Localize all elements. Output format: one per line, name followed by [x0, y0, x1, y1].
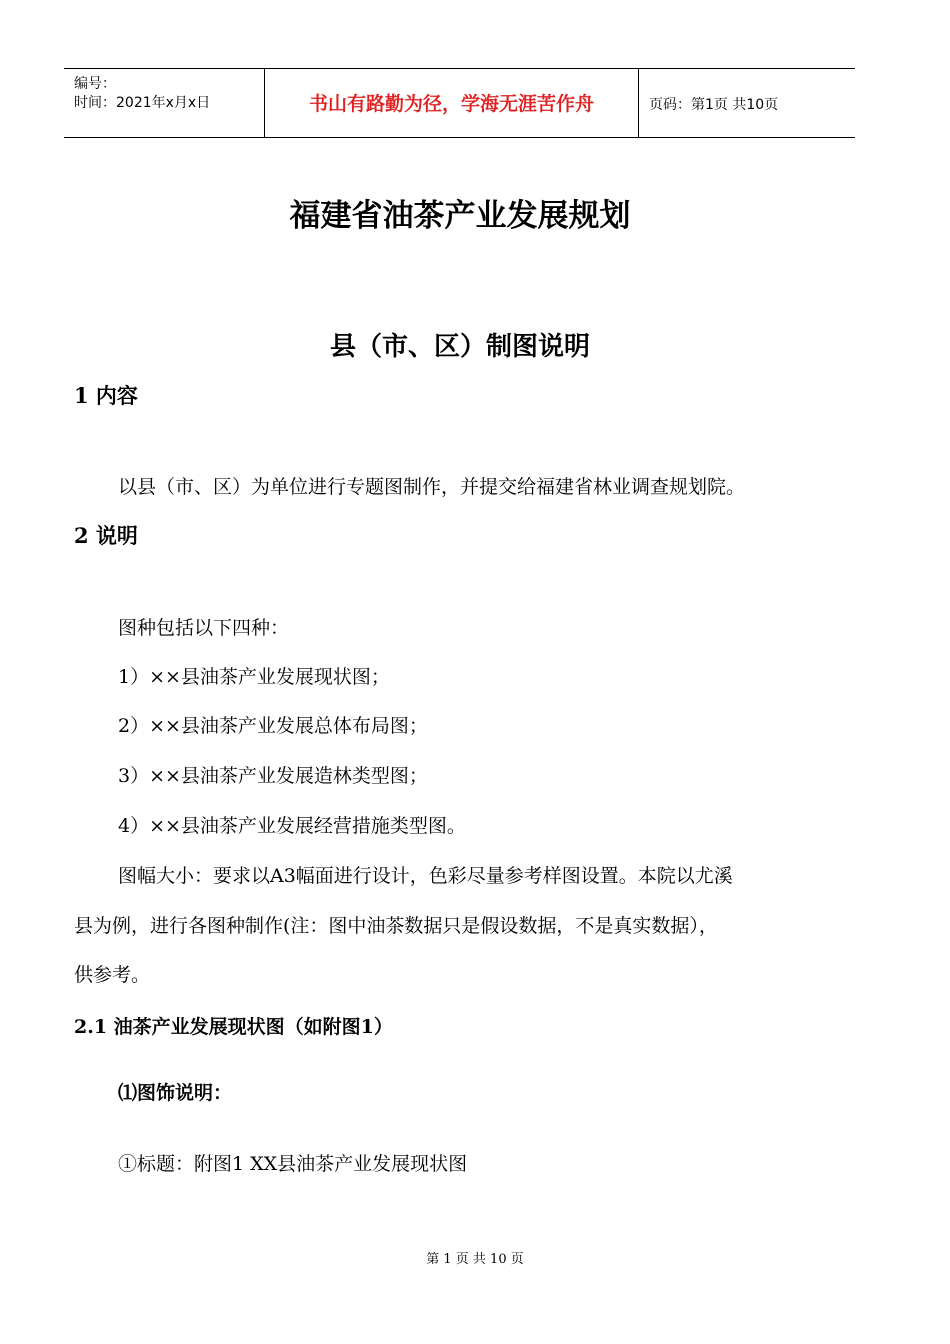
- intro-text: 图种包括以下四种：: [118, 617, 290, 639]
- list-item: 2）××县油茶产业发展总体布局图；: [118, 715, 428, 737]
- caption-item: ①标题：附图1 XX县油茶产业发展现状图: [118, 1153, 468, 1175]
- motto-text: 书山有路勤为径，学海无涯苦作舟: [308, 93, 594, 115]
- subsection-heading: 2.1 油茶产业发展现状图（如附图1）: [74, 1016, 393, 1038]
- document-title: 福建省油茶产业发展规划: [289, 198, 631, 234]
- header-cell-motto: [265, 69, 639, 137]
- time-label: 时间：2021年x月x日: [74, 95, 211, 111]
- section-1-heading: 1 内容: [74, 383, 138, 408]
- number-label: 编号：: [74, 76, 116, 92]
- size-paragraph-line-2: 县为例，进行各图种制作(注：图中油茶数据只是假设数据，不是真实数据），: [74, 915, 718, 937]
- size-paragraph-line-1: 图幅大小：要求以A3幅面进行设计，色彩尽量参考样图设置。本院以尤溪: [118, 865, 733, 887]
- page-info: 页码：第1页 共10页: [649, 97, 779, 113]
- list-item: 4）××县油茶产业发展经营措施类型图。: [118, 815, 466, 837]
- list-item: 1）××县油茶产业发展现状图；: [118, 666, 390, 688]
- list-item: 3）××县油茶产业发展造林类型图；: [118, 765, 428, 787]
- header-cell-page: [639, 69, 855, 137]
- section-1-text: 以县（市、区）为单位进行专题图制作，并提交给福建省林业调查规划院。: [118, 476, 746, 498]
- size-paragraph-line-3: 供参考。: [74, 964, 151, 986]
- section-2-heading: 2 说明: [74, 523, 138, 548]
- sub-subsection-heading: ⑴图饰说明：: [118, 1082, 233, 1104]
- document-subtitle: 县（市、区）制图说明: [329, 332, 590, 362]
- header-cell-info: [64, 69, 265, 137]
- page-footer: 第 1 页 共 10 页: [426, 1252, 524, 1267]
- header-table: [64, 68, 855, 138]
